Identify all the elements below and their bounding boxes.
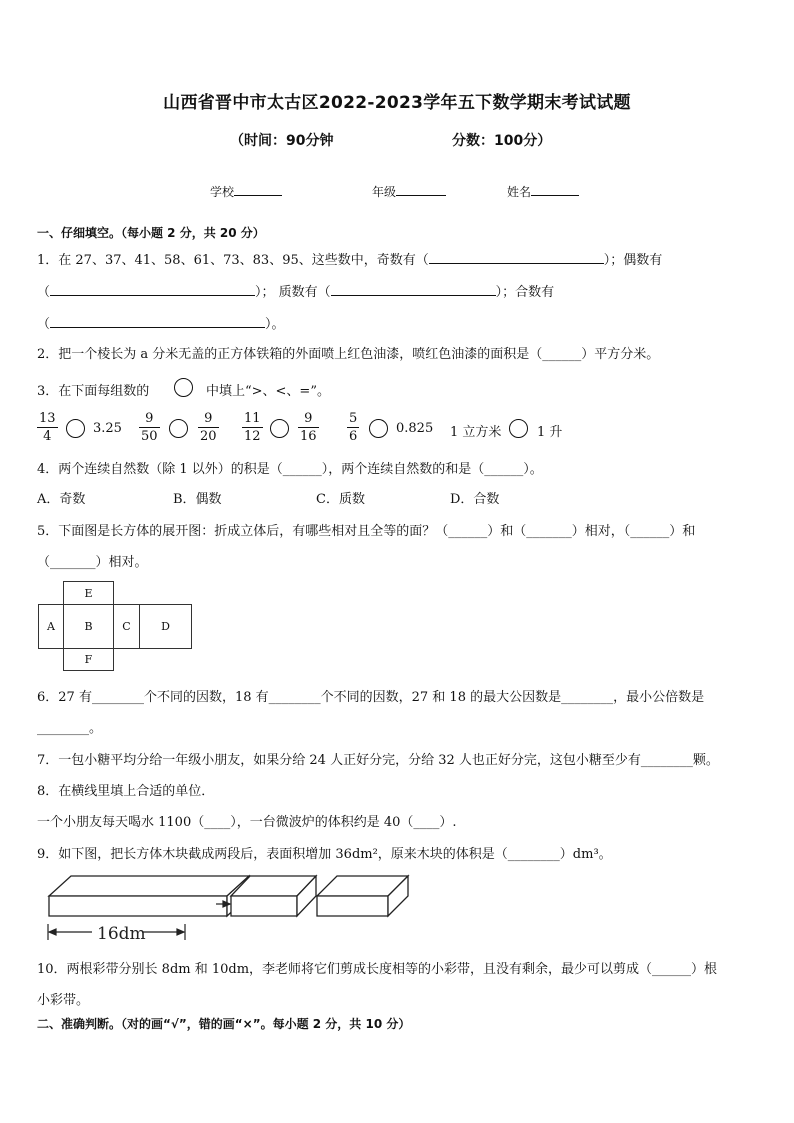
long-block-front	[49, 896, 227, 916]
q5-line2: （_______）相对。	[37, 555, 148, 570]
q1-line2-mid: ）； 质数有（	[255, 285, 331, 300]
school-label: 学校	[210, 185, 235, 199]
exam-time: （时间：90分钟	[230, 133, 334, 149]
q1-line2	[37, 281, 554, 300]
q3-last-left: 1 立方米	[450, 425, 502, 440]
name-blank	[531, 183, 579, 196]
long-block-top	[49, 876, 249, 896]
net-face-d: D	[139, 604, 192, 649]
q6-line1: 6．27 有________个不同的因数，18 有________个不同的因数，27 和 18 的最大公因数是________，最小公倍数是	[37, 690, 705, 705]
q10-line2: 小彩带。	[37, 993, 90, 1008]
q3-frac-2b-num: 9	[198, 410, 219, 428]
q3-last-right: 1 升	[537, 425, 563, 440]
compare-circle-3[interactable]	[270, 419, 289, 438]
q2-text: 2．把一个棱长为 a 分米无盖的正方体铁箱的外面喷上红色油漆，喷红色油漆的面积是（______）平方分米。	[37, 347, 660, 362]
q3-frac-3b-den: 16	[300, 429, 317, 444]
net-face-e: E	[63, 581, 114, 605]
q1-line1	[37, 249, 662, 268]
q3-frac-2-num: 9	[139, 410, 160, 428]
name-field	[507, 183, 579, 200]
q3-frac-3-num: 11	[244, 411, 261, 426]
q8-line2: 一个小朋友每天喝水 1100（____），一台微波炉的体积约是 40（____）.	[37, 815, 457, 830]
net-face-c: C	[113, 604, 140, 649]
page-title: 山西省晋中市太古区2022-2023学年五下数学期末考试试题	[163, 93, 631, 113]
q1-line3-start: （	[37, 317, 51, 332]
q3-frac-1-den: 4	[43, 429, 52, 444]
q5-line1: 5．下面图是长方体的展开图：折成立体后，有哪些相对且全等的面？（______）和（_______）相对，（______）和	[37, 524, 696, 539]
q3-frac-3b	[298, 410, 319, 445]
q9-text: 9．如下图，把长方体木块截成两段后，表面积增加 36dm²，原来木块的体积是（________）dm³。	[37, 847, 612, 862]
q1-line1-end: ）；偶数有	[603, 253, 663, 268]
q3-frac-4-num: 5	[349, 411, 358, 426]
compare-circle-4[interactable]	[369, 419, 388, 438]
q4-text: 4．两个连续自然数（除 1 以外）的积是（______），两个连续自然数的和是（______）。	[37, 462, 543, 477]
section1-title: 一、仔细填空。（每小题 2 分，共 20 分）	[37, 226, 265, 240]
q7-text: 7．一包小糖平均分给一年级小朋友，如果分给 24 人正好分完，分给 32 人也正好分完，这包小糖至少有________颗。	[37, 753, 719, 768]
q3-frac-1-num: 13	[39, 411, 56, 426]
q3-frac-4-den: 6	[349, 429, 358, 444]
q3-frac-3	[242, 410, 263, 445]
compare-circle-5[interactable]	[509, 419, 528, 438]
net-face-f: F	[63, 648, 114, 671]
q3-circle-icon	[174, 378, 193, 397]
q9-length-label: 16dm	[97, 924, 146, 944]
q4-option-a: A．奇数	[37, 492, 86, 507]
section2-title: 二、准确判断。（对的画“√”，错的画“×”。每小题 2 分，共 10 分）	[37, 1017, 411, 1031]
compare-circle-2[interactable]	[169, 419, 188, 438]
q1-line2-end: ）；合数有	[495, 285, 555, 300]
grade-label: 年级	[372, 185, 397, 199]
q10-line1: 10．两根彩带分别长 8dm 和 10dm，李老师将它们剪成长度相等的小彩带，且没有剩余，最少可以剪成（______）根	[37, 962, 718, 977]
grade-field	[372, 183, 446, 200]
q6-line2: ________。	[37, 721, 103, 736]
name-label: 姓名	[507, 185, 532, 199]
q1-blank-even	[50, 283, 255, 296]
q4-option-d: D．合数	[450, 492, 500, 507]
exam-score: 分数：100分）	[452, 133, 552, 149]
piece2-front	[317, 896, 388, 916]
net-face-b: B	[63, 604, 114, 649]
q4-option-b: B．偶数	[173, 492, 222, 507]
school-field	[210, 183, 282, 200]
q3-text-a: 3．在下面每组数的	[37, 384, 150, 399]
q3-frac-2	[139, 410, 160, 445]
q3-text-b: 中填上“>、<、=”。	[206, 384, 330, 399]
q3-frac-2b	[198, 410, 219, 445]
q3-frac-2-den: 50	[141, 429, 158, 444]
net-face-a: A	[38, 604, 64, 649]
q3-val-1: 3.25	[93, 421, 122, 436]
q1-blank-prime	[331, 283, 496, 296]
school-blank	[234, 183, 282, 196]
grade-blank	[396, 183, 446, 196]
q1-line3	[37, 313, 285, 332]
q3-frac-2b-den: 20	[200, 429, 217, 444]
q4-option-c: C．质数	[316, 492, 365, 507]
q3-frac-3b-num: 9	[298, 410, 319, 428]
q1-line2-start: （	[37, 285, 51, 300]
q3-frac-4	[347, 410, 359, 445]
q1-blank-composite	[50, 315, 265, 328]
compare-circle-1[interactable]	[66, 419, 85, 438]
q1-line3-end: ）。	[265, 317, 285, 332]
q3-frac-1	[37, 410, 58, 445]
q8-line1: 8．在横线里填上合适的单位．	[37, 784, 215, 799]
q1-line1-text: 1．在 27、37、41、58、61、73、83、95、这些数中，奇数有（	[37, 253, 429, 268]
q1-blank-odd	[429, 251, 604, 264]
q9-cuboid-figure	[40, 866, 415, 946]
q3-frac-3-den: 12	[244, 429, 261, 444]
q3-val-4: 0.825	[396, 421, 434, 436]
piece1-front	[231, 896, 297, 916]
